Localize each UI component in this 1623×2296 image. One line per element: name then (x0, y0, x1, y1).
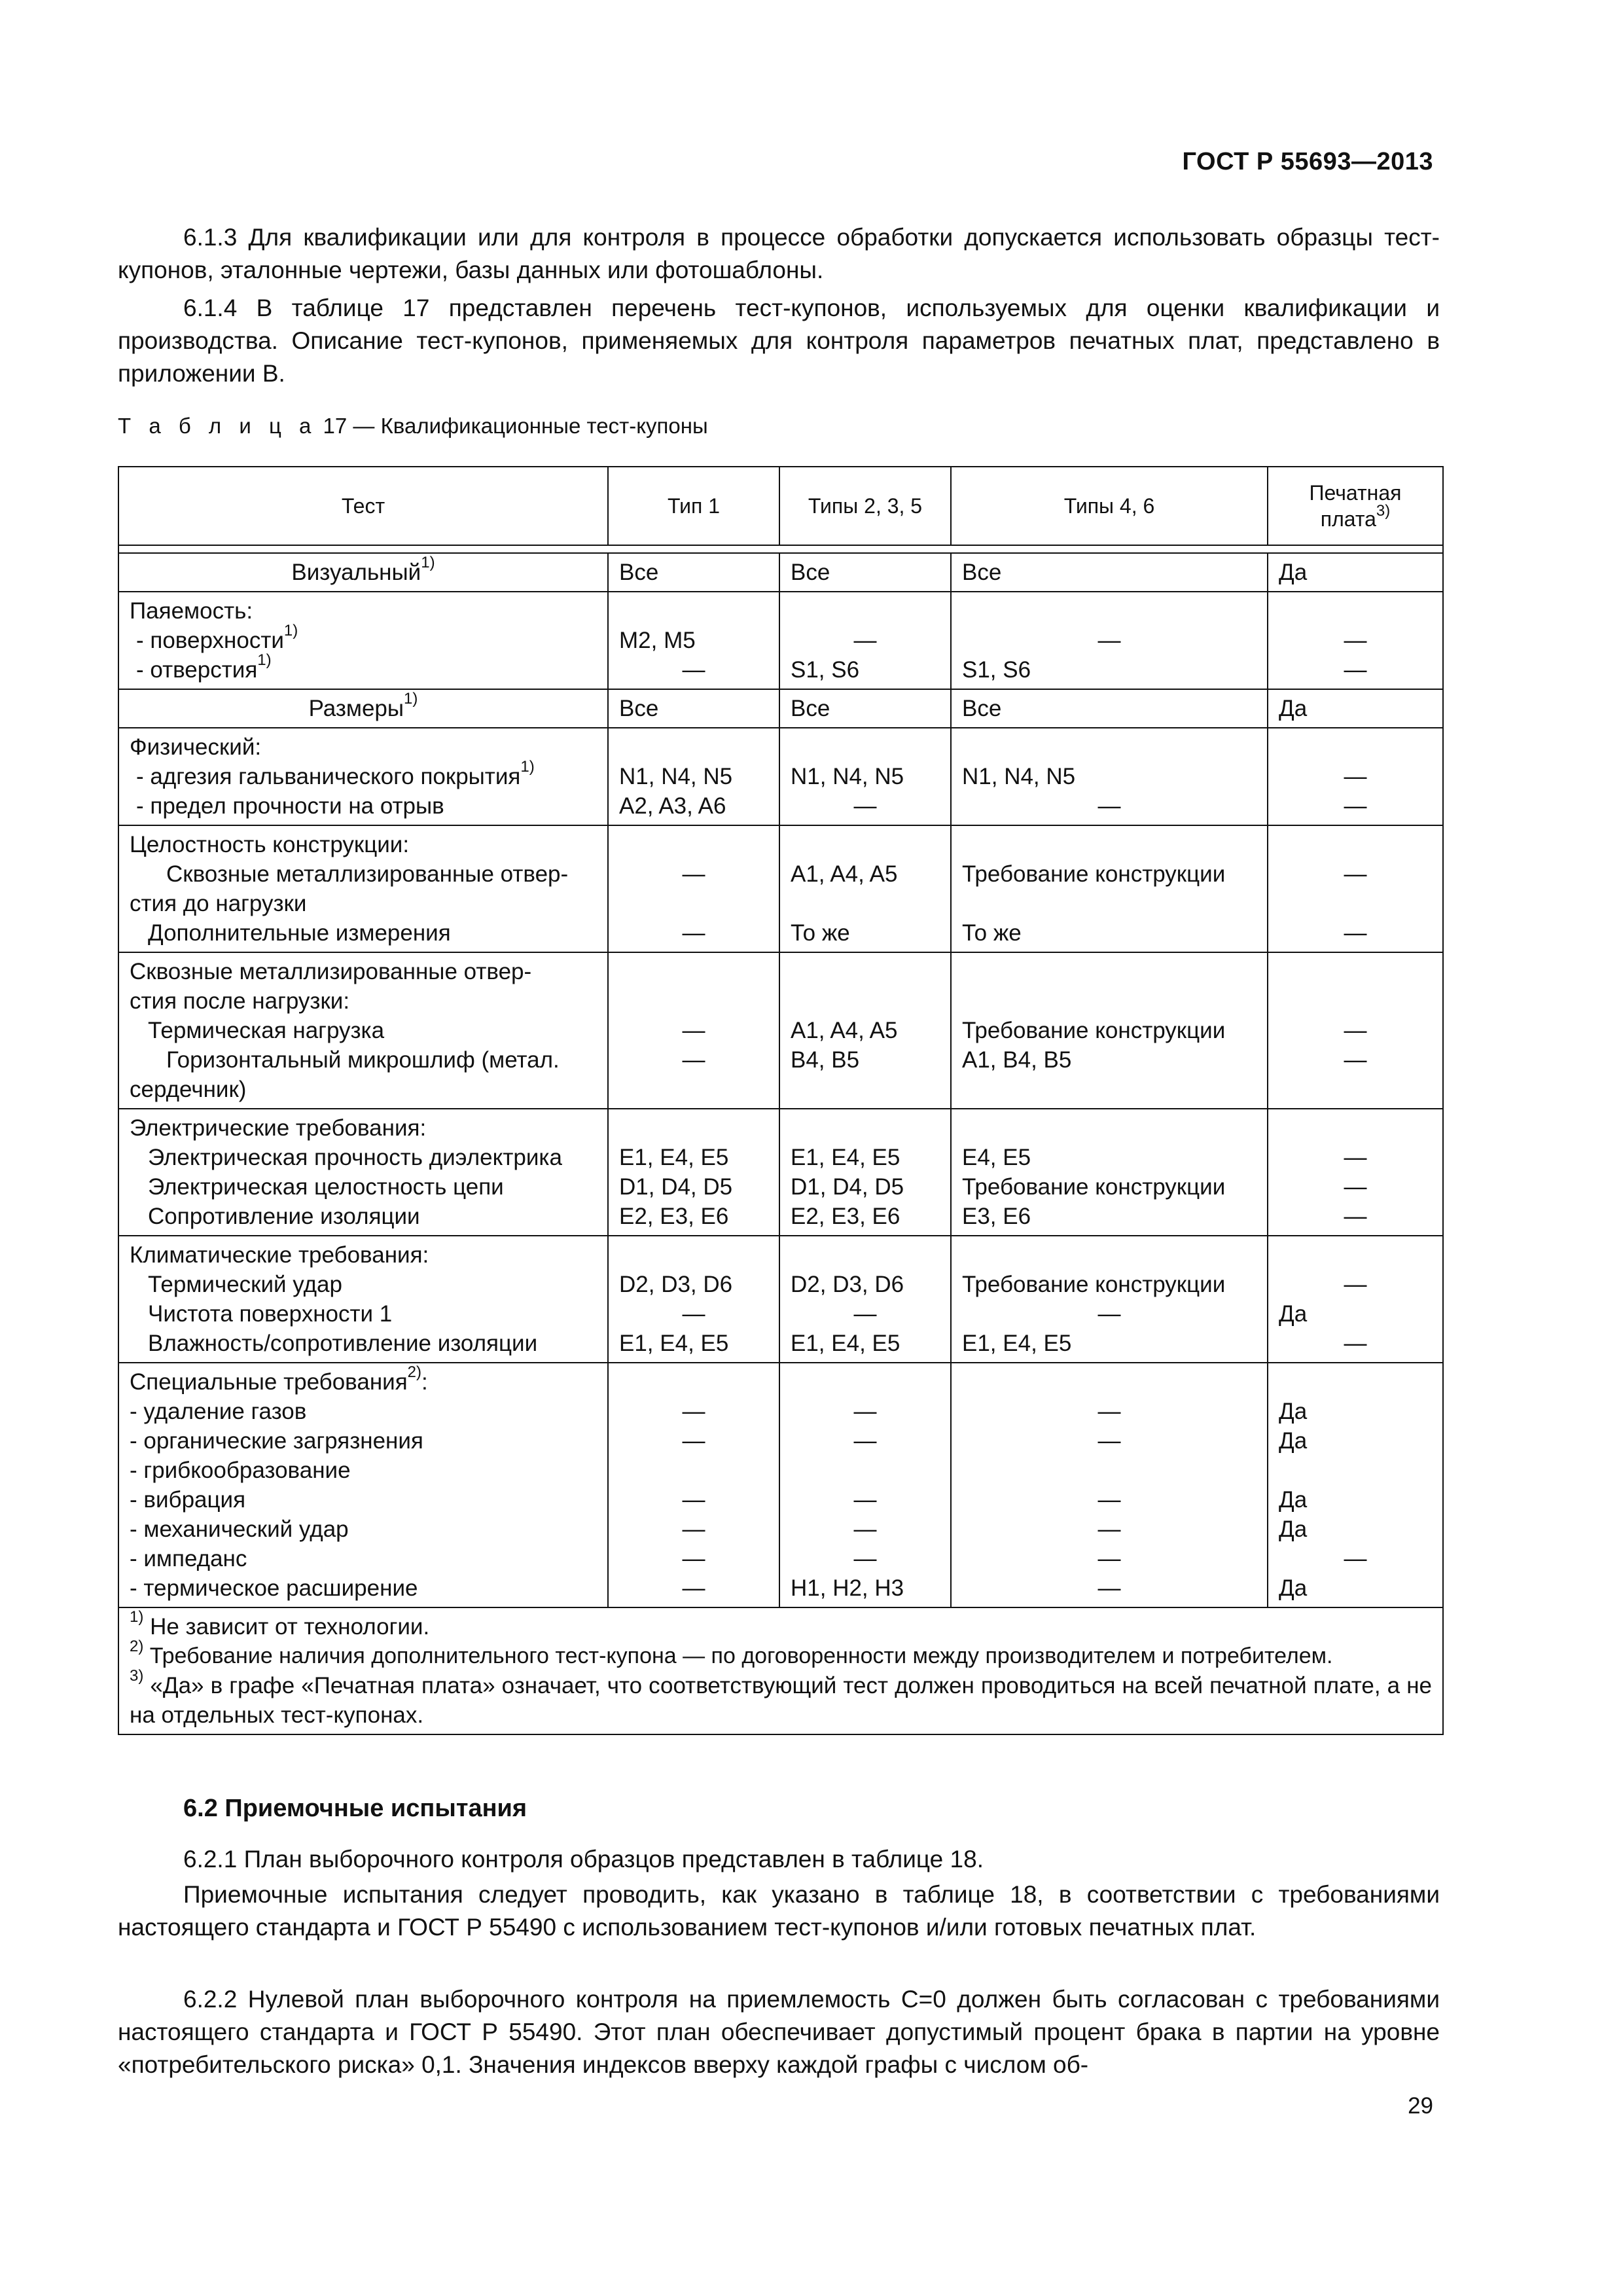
cell-line (1279, 1240, 1432, 1270)
cell-pcb (1268, 553, 1443, 592)
cell-line (1279, 1075, 1432, 1104)
cell-pcb (1268, 825, 1443, 952)
cell-line (1279, 1367, 1432, 1397)
cell-line (791, 732, 940, 762)
test-text: Электрическая целостность цепи (148, 1174, 504, 1200)
cell-line: — (853, 1428, 877, 1454)
header-test: Тест (118, 467, 608, 545)
cell-test (118, 1236, 608, 1363)
cell-line: — (1344, 1204, 1367, 1229)
cell-line (791, 889, 940, 918)
paragraph-6-1-3: 6.1.3 Для квалификации или для контроля в процессе обработки допускается использовать образцы тест-купонов, эталонные чертежи, базы данных или фотошаблоны. (118, 224, 1440, 283)
test-text: Термический удар (148, 1272, 342, 1297)
cell-line: E1, E4, E5 (619, 1145, 729, 1170)
table-row (118, 1109, 1443, 1236)
cell-line: — (1344, 1272, 1367, 1297)
test-text: Паяемость: (130, 598, 253, 624)
test-text: - адгезия гальванического покрытия (136, 764, 521, 789)
cell-line (130, 1485, 597, 1515)
cell-line (791, 1456, 940, 1485)
test-text: Физический: (130, 734, 262, 760)
table-row (118, 689, 1443, 728)
cell-line (130, 859, 597, 889)
paragraph-6-2-2: 6.2.2 Нулевой план выборочного контроля на приемлемость C=0 должен быть согласован с требованиями настоящего стандарта и ГОСТ Р 55490. Этот план обеспечивает допустимый процент брака в партии на уровне «потребительского риска» 0,1. Значения индексов вверху каждой графы с числом об- (118, 1986, 1440, 2078)
cell-test (118, 592, 608, 689)
test-text: Сквозные металлизированные отвер- (130, 959, 532, 984)
cell-line: — (853, 628, 877, 653)
cell-line: — (1097, 1428, 1121, 1454)
cell-line (1279, 732, 1432, 762)
cell-line (962, 1367, 1257, 1397)
header-types46: Типы 4, 6 (951, 467, 1268, 545)
footnote-ref: 2) (407, 1363, 422, 1381)
cell-line: N1, N4, N5 (619, 764, 733, 789)
cell-line: — (682, 657, 705, 683)
test-text: Сопротивление изоляции (148, 1204, 420, 1229)
test-text: Влажность/сопротивление изоляции (148, 1331, 538, 1356)
cell-line (962, 830, 1257, 859)
cell-test (118, 952, 608, 1109)
cell-line: — (1097, 1546, 1121, 1571)
cell-line (619, 1113, 768, 1143)
cell-line: — (1344, 1331, 1367, 1356)
test-text: - поверхности (136, 628, 284, 653)
cell-line: — (682, 1047, 705, 1073)
cell-t1 (608, 689, 779, 728)
cell-t46 (951, 553, 1268, 592)
cell-line: A1, B4, B5 (962, 1047, 1072, 1073)
cell-test (118, 728, 608, 825)
cell-t46 (951, 689, 1268, 728)
test-text: Чистота поверхности 1 (148, 1301, 393, 1327)
cell-line: — (1344, 1145, 1367, 1170)
cell-line (130, 651, 597, 685)
cell-line (130, 889, 597, 918)
footnote-2: $^{2)}$ Требование наличия дополнительного тест-купона — по договоренности между производителем и потребителем. (130, 1638, 1333, 1668)
test-text: Климатические требования: (130, 1242, 429, 1268)
cell-line (619, 596, 768, 626)
footnote-1: $^{1)}$ Не зависит от технологии. (130, 1608, 430, 1640)
cell-pcb (1268, 728, 1443, 825)
cell-line: — (1097, 1516, 1121, 1542)
cell-line (962, 732, 1257, 762)
test-text: - грибкообразование (130, 1458, 351, 1483)
cell-line: Все (962, 696, 1002, 721)
cell-line: M2, M5 (619, 628, 696, 653)
test-text: - органические загрязнения (130, 1428, 423, 1454)
test-text: Визуальный (291, 560, 421, 585)
test-text: стия после нагрузки: (130, 988, 350, 1014)
test-text: - отверстия (136, 657, 258, 683)
cell-line (619, 986, 768, 1016)
cell-line (130, 1456, 597, 1485)
cell-line: — (682, 1487, 705, 1513)
cell-test (118, 553, 608, 592)
cell-line: N1, N4, N5 (962, 764, 1076, 789)
cell-line: B4, B5 (791, 1047, 860, 1073)
cell-line: — (682, 920, 705, 946)
cell-line (962, 1240, 1257, 1270)
cell-line: — (1344, 764, 1367, 789)
cell-line: Да (1279, 1428, 1308, 1454)
cell-line (130, 1113, 597, 1143)
table-row (118, 1363, 1443, 1607)
table-row (118, 952, 1443, 1109)
cell-line: — (682, 1546, 705, 1571)
cell-line: Требование конструкции (962, 861, 1226, 887)
cell-line: — (853, 793, 877, 819)
cell-line (130, 1075, 597, 1104)
cell-line (962, 957, 1257, 986)
test-text: - предел прочности на отрыв (136, 793, 444, 819)
cell-line (130, 622, 597, 655)
cell-line: E1, E4, E5 (791, 1145, 901, 1170)
cell-line: — (1344, 1546, 1367, 1571)
cell-line: — (1097, 1575, 1121, 1601)
standard-id: ГОСТ Р 55693—2013 (1182, 148, 1433, 175)
footnote-ref: 1) (404, 690, 418, 708)
cell-line: — (1344, 1174, 1367, 1200)
cell-line: — (853, 1487, 877, 1513)
test-text: сердечник) (130, 1077, 247, 1102)
cell-line: E1, E4, E5 (791, 1331, 901, 1356)
cell-line (791, 596, 940, 626)
cell-line: D1, D4, D5 (791, 1174, 904, 1200)
cell-line (130, 554, 597, 587)
cell-line (1279, 1113, 1432, 1143)
test-text: Сквозные металлизированные отвер- (166, 861, 569, 887)
cell-line (962, 889, 1257, 918)
cell-line: — (1344, 1018, 1367, 1043)
test-text: стия до нагрузки (130, 891, 307, 916)
cell-t235 (779, 553, 951, 592)
cell-t1 (608, 1363, 779, 1607)
cell-line (130, 1143, 597, 1172)
cell-line (1279, 986, 1432, 1016)
cell-t46 (951, 1109, 1268, 1236)
table-row (118, 728, 1443, 825)
cell-line: D2, D3, D6 (619, 1272, 733, 1297)
cell-line (1279, 1456, 1432, 1485)
cell-t46 (951, 592, 1268, 689)
cell-line: — (1344, 657, 1367, 683)
cell-line: — (1344, 920, 1367, 946)
cell-line: То же (791, 920, 850, 946)
cell-line: Да (1279, 1301, 1308, 1327)
cell-t1 (608, 825, 779, 952)
cell-line (130, 1515, 597, 1544)
cell-t235 (779, 689, 951, 728)
colon: : (421, 1369, 428, 1395)
test-text: Размеры (308, 696, 404, 721)
footnotes-row (118, 1607, 1443, 1734)
paragraph-6-1-4: 6.1.4 В таблице 17 представлен перечень тест-купонов, используемых для оценки квалификации и производства. Описание тест-купонов, применяемых для контроля параметров печатных плат, представлено в приложении В. (118, 295, 1440, 387)
cell-line: — (1344, 1047, 1367, 1073)
cell-test (118, 1363, 608, 1607)
cell-t1 (608, 728, 779, 825)
cell-line: — (1097, 1399, 1121, 1424)
header-types235: Типы 2, 3, 5 (779, 467, 951, 545)
cell-line: A2, A3, A6 (619, 793, 726, 819)
cell-line (130, 1240, 597, 1270)
cell-line (130, 791, 597, 821)
cell-line: То же (962, 920, 1022, 946)
cell-line: — (682, 1516, 705, 1542)
cell-line: S1, S6 (791, 657, 860, 683)
cell-line (130, 1172, 597, 1202)
cell-t235 (779, 592, 951, 689)
table-row (118, 825, 1443, 952)
test-text: Электрическая прочность диэлектрика (148, 1145, 562, 1170)
cell-line (1279, 889, 1432, 918)
cell-line: — (682, 1428, 705, 1454)
cell-line: — (1344, 861, 1367, 887)
cell-line: — (1344, 628, 1367, 653)
cell-line: E2, E3, E6 (791, 1204, 901, 1229)
cell-line: — (1097, 1301, 1121, 1327)
cell-t235 (779, 1363, 951, 1607)
cell-line (619, 889, 768, 918)
cell-line: S1, S6 (962, 657, 1031, 683)
test-text: Дополнительные измерения (148, 920, 451, 946)
cell-line: D1, D4, D5 (619, 1174, 733, 1200)
cell-t235 (779, 825, 951, 952)
cell-pcb (1268, 1236, 1443, 1363)
table-caption: Т а б л и ц а 17 — Квалификационные тест-купоны (118, 414, 708, 438)
cell-line (1279, 957, 1432, 986)
cell-line (130, 1045, 597, 1075)
cell-line: Да (1279, 1487, 1308, 1513)
cell-pcb (1268, 952, 1443, 1109)
cell-line: — (853, 1301, 877, 1327)
cell-line: N1, N4, N5 (791, 764, 904, 789)
cell-t46 (951, 952, 1268, 1109)
cell-line: E1, E4, E5 (619, 1331, 729, 1356)
cell-line: — (853, 1516, 877, 1542)
cell-line: A1, A4, A5 (791, 861, 898, 887)
cell-line: E2, E3, E6 (619, 1204, 729, 1229)
cell-line (962, 986, 1257, 1016)
cell-t235 (779, 952, 951, 1109)
table-row (118, 553, 1443, 592)
cell-line: Да (1279, 1575, 1308, 1601)
cell-line (130, 986, 597, 1016)
cell-line (791, 957, 940, 986)
cell-pcb (1268, 1363, 1443, 1607)
test-text: - термическое расширение (130, 1575, 418, 1601)
cell-pcb (1268, 1109, 1443, 1236)
cell-line: Да (1279, 560, 1308, 585)
footnote-ref: 1) (421, 554, 435, 571)
cell-line (962, 1456, 1257, 1485)
cell-t1 (608, 553, 779, 592)
cell-t1 (608, 952, 779, 1109)
cell-line (791, 1075, 940, 1104)
cell-line: Все (962, 560, 1002, 585)
cell-line: E1, E4, E5 (962, 1331, 1072, 1356)
cell-line: — (1097, 1487, 1121, 1513)
cell-line (130, 690, 597, 723)
test-text: - импеданс (130, 1546, 247, 1571)
test-text: Горизонтальный микрошлиф (метал. (166, 1047, 560, 1073)
cell-t1 (608, 1109, 779, 1236)
test-text: - вибрация (130, 1487, 246, 1513)
cell-line (130, 1202, 597, 1231)
section-title: 6.2 Приемочные испытания (183, 1795, 527, 1822)
cell-line: H1, H2, H3 (791, 1575, 904, 1601)
cell-line: — (682, 1575, 705, 1601)
cell-line (130, 918, 597, 948)
qualification-table (118, 466, 1444, 1735)
cell-line: — (682, 1018, 705, 1043)
cell-line: Требование конструкции (962, 1018, 1226, 1043)
table-row (118, 592, 1443, 689)
cell-line: Все (619, 696, 659, 721)
cell-t46 (951, 825, 1268, 952)
cell-test (118, 825, 608, 952)
paragraph-acceptance: Приемочные испытания следует проводить, как указано в таблице 18, в соответствии с требованиями настоящего стандарта и ГОСТ Р 55490 с использованием тест-купонов и/или готовых печатных плат. (118, 1881, 1440, 1941)
cell-line (130, 1016, 597, 1045)
cell-line (130, 1329, 597, 1358)
table-row (118, 1236, 1443, 1363)
cell-pcb (1268, 592, 1443, 689)
cell-line: — (682, 1399, 705, 1424)
cell-line: — (1344, 793, 1367, 819)
cell-pcb (1268, 689, 1443, 728)
cell-line: — (1097, 628, 1121, 653)
header-separator (118, 545, 1443, 553)
cell-line: Да (1279, 1516, 1308, 1542)
cell-line: — (853, 1399, 877, 1424)
cell-line: — (853, 1546, 877, 1571)
cell-line: E3, E6 (962, 1204, 1031, 1229)
cell-line (962, 596, 1257, 626)
page-number: 29 (1408, 2093, 1433, 2119)
cell-line (791, 986, 940, 1016)
cell-t1 (608, 592, 779, 689)
test-text: Термическая нагрузка (148, 1018, 385, 1043)
cell-t235 (779, 1109, 951, 1236)
cell-line (962, 1113, 1257, 1143)
cell-line (1279, 596, 1432, 626)
cell-line: Требование конструкции (962, 1174, 1226, 1200)
cell-line: Все (791, 560, 830, 585)
cell-line: Все (619, 560, 659, 585)
cell-line (791, 1367, 940, 1397)
cell-line: A1, A4, A5 (791, 1018, 898, 1043)
header-type1: Тип 1 (608, 467, 779, 545)
cell-line (1279, 830, 1432, 859)
cell-line (791, 1113, 940, 1143)
cell-line: Да (1279, 696, 1308, 721)
test-text: Электрические требования: (130, 1115, 427, 1141)
cell-line (791, 1240, 940, 1270)
cell-line: Требование конструкции (962, 1272, 1226, 1297)
cell-test (118, 689, 608, 728)
cell-line: E4, E5 (962, 1145, 1031, 1170)
table-header-row (118, 467, 1443, 545)
cell-line (619, 1075, 768, 1104)
cell-line (130, 1573, 597, 1603)
cell-t46 (951, 728, 1268, 825)
cell-line (130, 1426, 597, 1456)
cell-line (619, 957, 768, 986)
footnote-3: $^{3)}$ «Да» в графе «Печатная плата» означает, что соответствующий тест должен проводиться на всей печатной плате, а не на отдельных тест-купонах. (130, 1667, 1432, 1728)
cell-t235 (779, 1236, 951, 1363)
test-text: Специальные требования (130, 1369, 408, 1395)
cell-line (130, 1270, 597, 1299)
cell-line (791, 830, 940, 859)
cell-line: Да (1279, 1399, 1308, 1424)
cell-line (130, 596, 597, 626)
cell-line (130, 957, 597, 986)
paragraph-6-2-1: 6.2.1 План выборочного контроля образцов представлен в таблице 18. (183, 1846, 984, 1873)
test-text: - удаление газов (130, 1399, 307, 1424)
cell-line (962, 1075, 1257, 1104)
cell-line (619, 732, 768, 762)
cell-line: D2, D3, D6 (791, 1272, 904, 1297)
test-text: - механический удар (130, 1516, 349, 1542)
footnotes (118, 1607, 1443, 1734)
footnote-ref: 1) (283, 622, 298, 639)
footnote-ref: 3) (1376, 502, 1391, 520)
cell-t235 (779, 728, 951, 825)
footnote-ref: 1) (257, 651, 272, 669)
cell-line (130, 758, 597, 791)
cell-line (130, 1363, 597, 1397)
test-text: Целостность конструкции: (130, 832, 410, 857)
cell-line (619, 1456, 768, 1485)
cell-line (130, 1397, 597, 1426)
footnote-ref: 1) (520, 758, 535, 776)
cell-line: — (682, 861, 705, 887)
header-pcb: Печатная плата$^{3)}$ (1268, 467, 1443, 545)
cell-t46 (951, 1236, 1268, 1363)
cell-line (619, 1240, 768, 1270)
cell-line (619, 830, 768, 859)
cell-line (130, 1299, 597, 1329)
cell-line: — (682, 1301, 705, 1327)
cell-line: Все (791, 696, 830, 721)
cell-line: — (1097, 793, 1121, 819)
cell-t1 (608, 1236, 779, 1363)
cell-t46 (951, 1363, 1268, 1607)
cell-line (619, 1367, 768, 1397)
cell-line (130, 830, 597, 859)
cell-test (118, 1109, 608, 1236)
cell-line (130, 1544, 597, 1573)
